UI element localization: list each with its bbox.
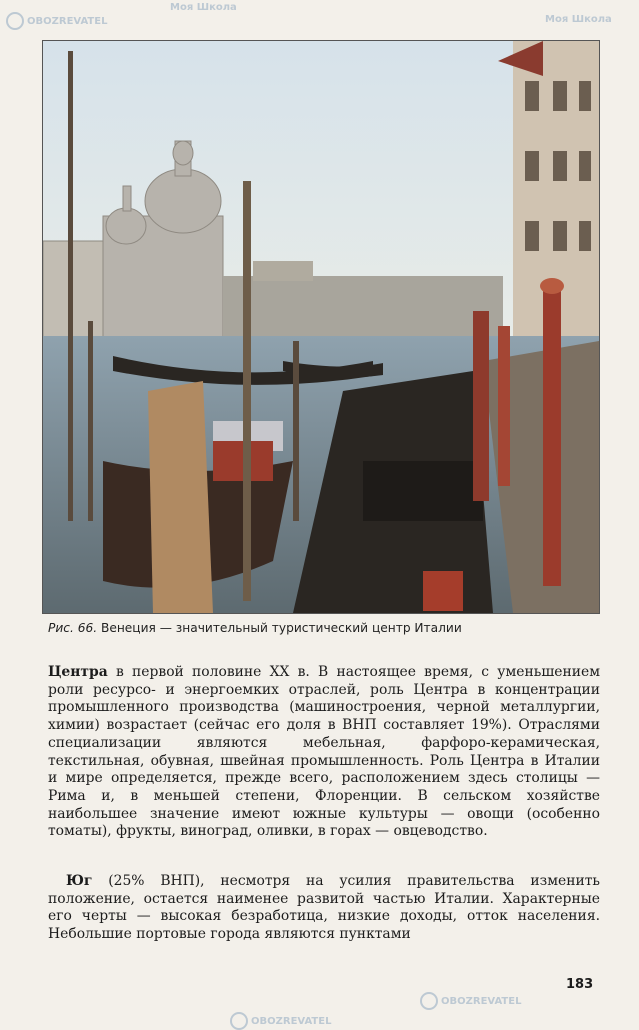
paragraph-lead-term: Центра (48, 664, 108, 680)
watermark-obozrevatel: OBOZREVATEL (420, 992, 521, 1010)
page-number: 183 (566, 977, 594, 992)
venice-photo (42, 40, 600, 614)
paragraph-south (48, 873, 600, 944)
watermark-obozrevatel: OBOZREVATEL (6, 12, 107, 30)
obozrevatel-logo-icon (6, 12, 24, 30)
watermark-moya-shkola: Моя Школа (545, 14, 612, 25)
obozrevatel-logo-icon (420, 992, 438, 1010)
watermark-obozrevatel: OBOZREVATEL (230, 1012, 331, 1030)
paragraph-body: (25% ВНП), несмотря на усилия правительства изменить положение, остается наименее развитой частью Италии. Характерные его черты — высокая безработица, низкие доходы, отток населения. Небольшие портовые города являются пунктами (48, 873, 600, 943)
figure-caption-text: Венеция — значительный туристический центр Италии (97, 621, 462, 635)
venice-photo-illustration (43, 41, 599, 613)
paragraph-lead-term: Юг (66, 873, 93, 889)
paragraph-center (48, 664, 600, 841)
figure-number: Рис. 66. (48, 621, 98, 635)
watermark-moya-shkola: Моя Школа (170, 2, 237, 13)
photo-caption (48, 621, 608, 635)
paragraph-body: в первой половине XX в. В настоящее время, с уменьшением роли ресурсо- и энергоемких отраслей, роль Центра в концентрации промышленного производства (машиностроения, черной металлургии, химии) возрастает (сейчас его доля в ВНП составляет 19%). Отраслями специализации являются мебельная, фарфоро-керамическая, текстильная, обувная, швейная промышленность. Роль Центра в Италии и мире определяется, прежде всего, расположением здесь столицы — Рима и, в меньшей степени, Флоренции. В сельском хозяйстве наибольшее значение имеют южные культуры — овощи (особенно томаты), фрукты, виноград, оливки, в горах — овцеводство. (48, 664, 600, 840)
obozrevatel-logo-icon (230, 1012, 248, 1030)
